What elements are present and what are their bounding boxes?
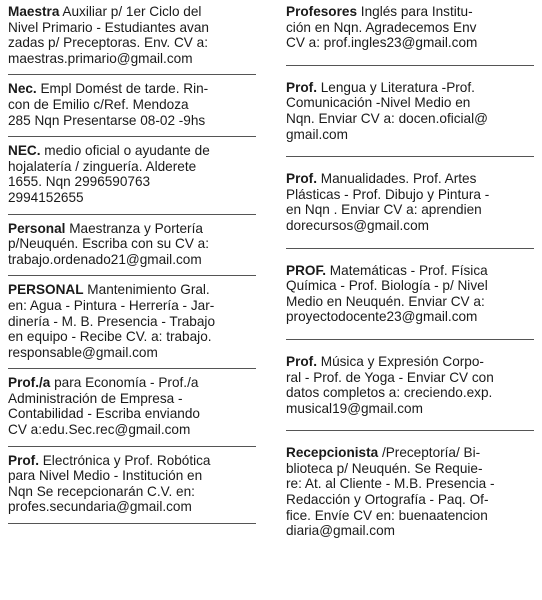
ad-text: datos completos a: creciendo.exp.	[286, 385, 493, 401]
ad-text: Maestranza y Portería	[65, 220, 203, 236]
ad-text: Medio en Neuquén. Enviar CV a:	[286, 293, 485, 309]
ad-text: para Nivel Medio - Institución en	[8, 468, 203, 484]
ad-keyword: Recepcionista	[286, 445, 379, 461]
right-column	[286, 0, 534, 547]
ad-keyword: Personal	[8, 220, 66, 236]
ad-email: CV a: prof.ingles23@gmail.com	[286, 35, 478, 51]
ad-email: profes.secundaria@gmail.com	[8, 499, 192, 515]
ad-text: 1655. Nqn 2996590763	[8, 174, 151, 190]
ad-text: Nivel Primario - Estudiantes avan	[8, 19, 209, 35]
ad-text: Nqn Se recepcionarán C.V. en:	[8, 483, 195, 499]
ad-keyword: Maestra	[8, 4, 60, 19]
ad-text: Nqn. Enviar CV a: docen.oficial@	[286, 110, 488, 126]
ad-keyword: PROF.	[286, 262, 327, 278]
ad-text: Comunicación -Nivel Medio en	[286, 95, 471, 111]
ad-text: Plásticas - Prof. Dibujo y Pintura -	[286, 186, 490, 202]
ad-text: zadas p/ Preceptoras. Env. CV a:	[8, 35, 208, 51]
classified-ad	[286, 0, 534, 66]
ad-text: ción en Nqn. Agradecemos Env	[286, 19, 477, 35]
classified-ad	[286, 340, 534, 431]
ad-text: Administración de Empresa -	[8, 390, 183, 406]
ad-email: gmail.com	[286, 126, 348, 142]
ad-text: /Preceptoría/ Bi-	[378, 445, 481, 461]
ad-text: hojalatería / zinguería. Alderete	[8, 158, 197, 174]
ad-text: Química - Prof. Biología - p/ Nivel	[286, 278, 488, 294]
ad-text: Matemáticas - Prof. Física	[326, 262, 488, 278]
classified-ad	[286, 249, 534, 340]
ad-text: en Nqn . Enviar CV a: aprendien	[286, 202, 482, 218]
ad-text: Empl Domést de tarde. Rin-	[36, 81, 209, 97]
classified-ad	[8, 75, 256, 137]
classified-ad	[286, 66, 534, 157]
ad-phone: 2994152655	[8, 189, 84, 205]
ad-text: Auxiliar p/ 1er Ciclo del	[59, 4, 202, 19]
ad-text: Electrónica y Prof. Robótica	[38, 452, 211, 468]
ad-text: Inglés para Institu-	[357, 4, 473, 19]
classified-ad	[8, 215, 256, 277]
ad-keyword: Nec.	[8, 81, 37, 97]
ad-text: ral - Prof. de Yoga - Enviar CV con	[286, 369, 494, 385]
ad-text: con de Emilio c/Ref. Mendoza	[8, 96, 189, 112]
ad-text: para Economía - Prof./a	[50, 375, 199, 391]
classified-ad	[8, 137, 256, 214]
ad-text: Música y Expresión Corpo-	[316, 353, 484, 369]
ad-email: responsable@gmail.com	[8, 344, 158, 360]
classified-ad	[8, 276, 256, 369]
ad-keyword: Profesores	[286, 4, 358, 19]
ad-email: trabajo.ordenado21@gmail.com	[8, 251, 202, 267]
ad-text: Manualidades. Prof. Artes	[316, 171, 477, 187]
ad-keyword: Prof./a	[8, 375, 51, 391]
ad-text: Mantenimiento Gral.	[83, 282, 210, 298]
ad-text: Lengua y Literatura -Prof.	[316, 79, 475, 95]
ad-email: proyectodocente23@gmail.com	[286, 309, 478, 325]
ad-keyword: Prof.	[286, 79, 317, 95]
ad-email: diaria@gmail.com	[286, 523, 395, 539]
ad-text: dinería - M. B. Presencia - Trabajo	[8, 313, 216, 329]
classified-ad	[8, 0, 256, 75]
ad-keyword: Prof.	[8, 452, 39, 468]
ad-keyword: NEC.	[8, 143, 41, 159]
ad-email: maestras.primario@gmail.com	[8, 50, 193, 66]
ad-keyword: Prof.	[286, 171, 317, 187]
classified-ad	[8, 447, 256, 524]
ad-text: fice. Envíe CV en: buenaatencion	[286, 507, 488, 523]
ad-keyword: PERSONAL	[8, 282, 84, 298]
ad-text: re: At. al Cliente - M.B. Presencia -	[286, 476, 495, 492]
left-column	[8, 0, 256, 524]
ad-text: medio oficial o ayudante de	[40, 143, 210, 159]
ad-text: Redacción y Ortografía - Paq. Of-	[286, 492, 489, 508]
ad-email: musical19@gmail.com	[286, 400, 423, 416]
ad-text: p/Neuquén. Escriba con su CV a:	[8, 236, 209, 252]
ad-text: Contabilidad - Escriba enviando	[8, 406, 200, 422]
classified-ad	[286, 157, 534, 248]
ad-text: 285 Nqn Presentarse 08-02 -9hs	[8, 112, 206, 128]
classified-ad	[8, 369, 256, 446]
classified-ad	[286, 431, 534, 547]
ad-email: dorecursos@gmail.com	[286, 217, 429, 233]
ad-text: blioteca p/ Neuquén. Se Requie-	[286, 460, 483, 476]
ad-keyword: Prof.	[286, 353, 317, 369]
ad-text: en: Agua - Pintura - Herrería - Jar-	[8, 297, 215, 313]
ad-text: en equipo - Recibe CV. a: trabajo.	[8, 329, 212, 345]
ad-email: CV a:edu.Sec.rec@gmail.com	[8, 422, 191, 438]
